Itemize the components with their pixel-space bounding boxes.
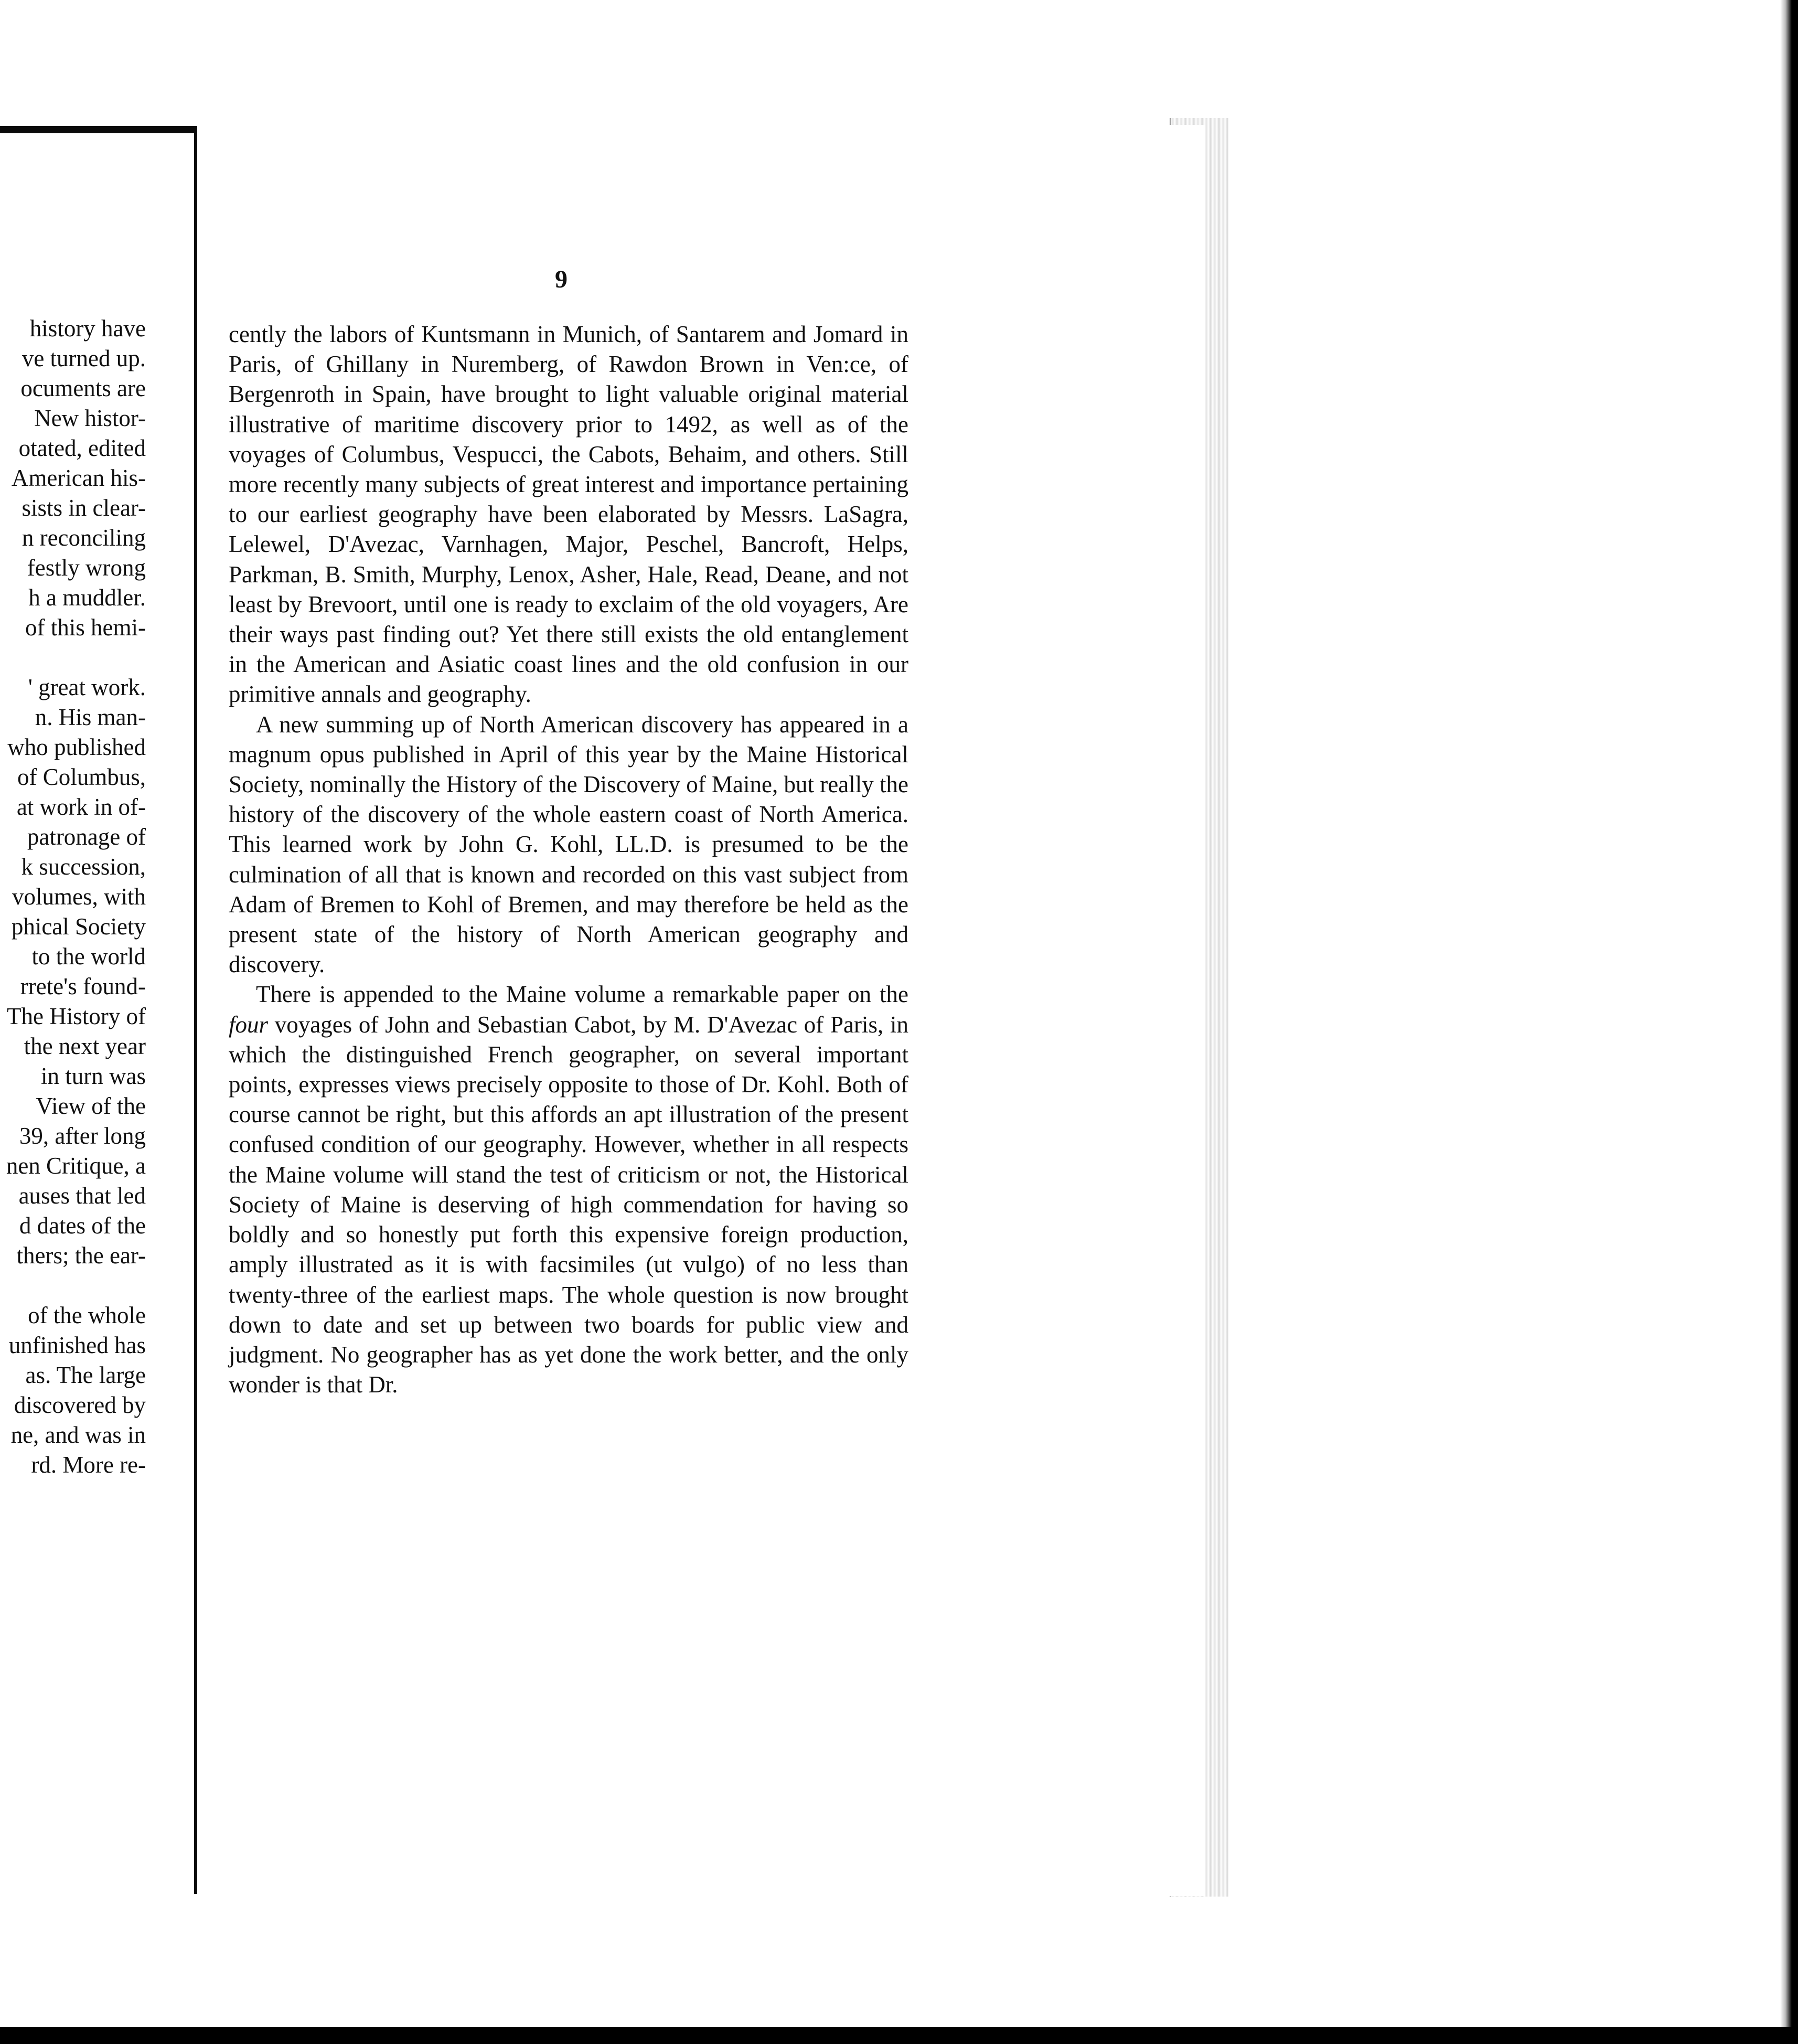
text-line: who published — [7, 734, 146, 760]
text-line: n. His man- — [35, 704, 146, 730]
italic-word: four — [229, 1011, 269, 1038]
text-line — [0, 1271, 146, 1301]
text-line: d dates of the — [19, 1212, 146, 1239]
text-line: k succession, — [21, 854, 146, 880]
text-line: to the world — [31, 943, 146, 970]
text-line: unfinished has — [8, 1332, 146, 1358]
text-line: American his- — [11, 465, 146, 491]
paragraph — [229, 980, 908, 1400]
text-line: volumes, with — [12, 883, 146, 910]
text-line: rrete's found- — [20, 973, 146, 999]
text-line: of the whole — [28, 1302, 146, 1328]
text-line: at work in of- — [16, 794, 146, 820]
previous-page — [0, 126, 201, 1894]
paragraph-text: A new summing up of North American discovery has appeared in a magnum opus published in April of this year by the Maine Historical Society, nominally the History of the Discovery of Maine, but really the history of the discovery of the whole eastern coast of North America. This learned work by John G. Kohl, LL.D. is presumed to be the culmination of all that is known and recorded on this vast subject from Adam of Bremen to Kohl of Bremen, and may therefore be held as the present state of the history of North American geography and discovery. — [229, 711, 908, 978]
paragraph: cently the labors of Kuntsmann in Munich, of Santarem and Jomard in Paris, of Ghillany in Nuremberg, of Rawdon Brown in Ven:ce, of Bergenroth in Spain, have brought to light valuable original material illustrative of maritime discovery prior to 1492, as well as of the voyages of Columbus, Vespucci, the Cabots, Behaim, and others. Still more recently many subjects of great interest and importance pertaining to our earliest geography have been elaborated by Messrs. LaSagra, Lelewel, D'Avezac, Varnhagen, Major, Peschel, Bancroft, Helps, Parkman, B. Smith, Murphy, Lenox, Asher, Hale, Read, Deane, and not least by Brevoort, until one is ready to exclaim of the old voyagers, Are their ways past finding out? Yet there still exists the old entanglement in the American and Asiatic coast lines and the old confusion in our primitive annals and geography. — [229, 321, 908, 708]
scan-bottom-border — [0, 2027, 1798, 2044]
text-line: New histor- — [34, 405, 146, 431]
text-line: the next year — [24, 1033, 146, 1059]
text-line: patronage of — [27, 824, 146, 850]
text-line: auses that led — [18, 1183, 146, 1209]
text-line: thers; the ear- — [16, 1242, 146, 1269]
page-body — [229, 320, 908, 1400]
text-line: of this hemi- — [25, 614, 146, 641]
paragraph-text: There is appended to the Maine volume a remarkable paper on the — [256, 981, 908, 1008]
text-line: View of the — [36, 1093, 146, 1119]
text-line: of Columbus, — [17, 764, 146, 790]
text-line: sists in clear- — [22, 495, 146, 521]
text-line: ve turned up. — [22, 345, 146, 371]
text-line: ocuments are — [20, 375, 146, 401]
paragraph — [229, 710, 908, 980]
text-line: phical Society — [11, 913, 146, 940]
previous-page-text — [0, 314, 146, 1480]
paragraph-text: voyages of John and Sebastian Cabot, by M. D'Avezac of Paris, in which the distinguished French geographer, on several important points, expresses views precisely opposite to those of Dr. Kohl. Both of course cannot be right, but this affords an apt illustration of the present confused condition of our geography. However, whether in all respects the Maine volume will stand the test of criticism or not, the Historical Society of Maine is deserving of high commendation for having so boldly and so honestly put forth this expensive foreign production, amply illustrated as it is with facsimiles (ut vulgo) of no less than twenty-three of the earliest maps. The whole question is now brought down to date and set up between two boards for public view and judgment. No geographer has as yet done the work better, and the only wonder is that Dr. — [229, 1011, 908, 1398]
text-line: rd. More re- — [31, 1452, 146, 1478]
text-line: festly wrong — [27, 555, 146, 581]
text-line: The History of — [7, 1003, 146, 1029]
text-line: in turn was — [41, 1063, 146, 1089]
text-line: n reconciling — [22, 525, 146, 551]
text-line: as. The large — [25, 1362, 146, 1388]
page-border-top — [0, 126, 194, 133]
page-number: 9 — [555, 265, 568, 293]
text-line: otated, edited — [18, 435, 146, 461]
text-line: discovered by — [14, 1392, 146, 1418]
text-line: ne, and was in — [10, 1422, 146, 1448]
scan-edge — [1780, 0, 1798, 2044]
text-line: history have — [29, 315, 146, 342]
text-line: ' great work. — [28, 674, 146, 700]
text-line: h a muddler. — [28, 584, 146, 611]
text-line: nen Critique, a — [6, 1153, 146, 1179]
text-line: 39, after long — [19, 1123, 146, 1149]
text-line — [0, 643, 146, 673]
